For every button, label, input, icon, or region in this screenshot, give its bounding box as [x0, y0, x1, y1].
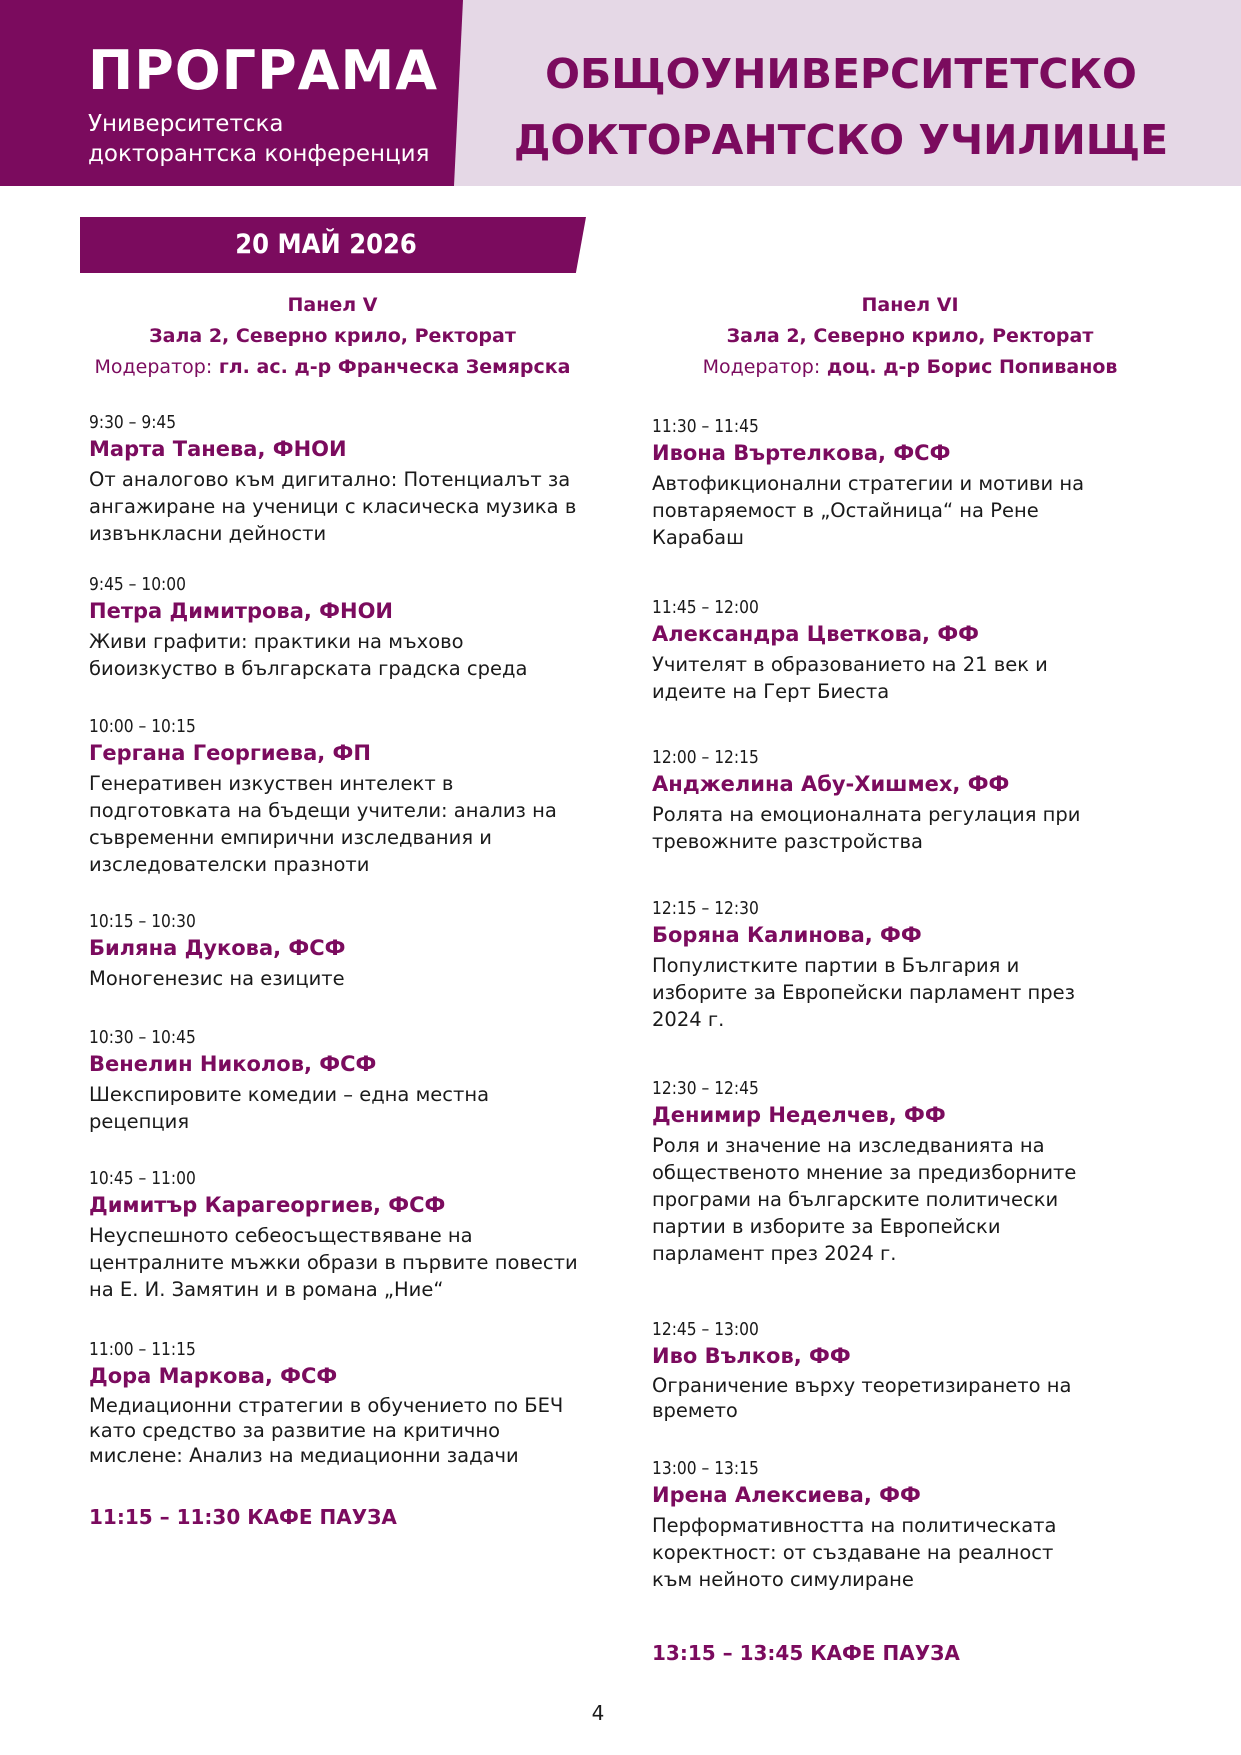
session-time: 12:45 – 13:00 [652, 1319, 759, 1340]
session-item [89, 718, 589, 878]
session-item [652, 749, 1152, 855]
session-topic: Автофикционални стратегии и мотиви на повтаряемост в „Остайница“ на Рене Карабаш [652, 472, 1085, 549]
date-label: 20 МАЙ 2026 [235, 229, 417, 260]
page-number: 4 [591, 1701, 605, 1725]
session-topic: Роля и значение на изследванията на общественото мнение за предизборните програми на българските политически партии в изборите за Европейски парламент през 2024 г. [652, 1134, 1077, 1265]
session-item [652, 418, 1152, 551]
session-topic: Медиационни стратегии в обучението по БЕЧ като средство за развитие на критично мислене: Анализ на медиационни задачи [89, 1394, 564, 1467]
session-speaker: Денимир Неделчев, ФФ [652, 1103, 946, 1127]
session-speaker: Гергана Георгиева, ФП [89, 741, 371, 765]
coffee-break: 13:15 – 13:45 КАФЕ ПАУЗА [652, 1641, 960, 1665]
panel-vi-hall: Зала 2, Северно крило, Ректорат [726, 325, 1094, 347]
coffee-break: 11:15 – 11:30 КАФЕ ПАУЗА [89, 1505, 397, 1529]
session-topic: Ролята на емоционалната регулация при тревожните разстройства [652, 803, 1081, 853]
moderator-name: доц. д-р Борис Попиванов [820, 356, 1118, 378]
session-item [652, 1460, 1152, 1593]
session-item [89, 414, 589, 547]
session-topic: Популистките партии в България и изборите за Европейски парламент през 2024 г. [652, 954, 1076, 1031]
session-time: 11:30 – 11:45 [652, 416, 759, 437]
session-item [89, 1029, 589, 1135]
session-time: 9:30 – 9:45 [89, 412, 177, 433]
moderator-label: Модератор: [702, 356, 821, 378]
session-speaker: Венелин Николов, ФСФ [89, 1052, 377, 1076]
session-topic: От аналогово към дигитално: Потенциалът за ангажиране на ученици с класическа музика в извънкласни дейности [89, 468, 577, 545]
panel-vi-title: Панел VI [861, 294, 959, 316]
session-speaker: Дора Маркова, ФСФ [89, 1364, 338, 1388]
session-speaker: Биляна Дукова, ФСФ [89, 936, 346, 960]
session-speaker: Александра Цветкова, ФФ [652, 622, 979, 646]
school-name-line2: ДОКТОРАНТСКО УЧИЛИЩЕ [513, 116, 1169, 164]
program-subtitle-line2: докторантска конференция [88, 141, 430, 167]
panel-v-moderator [80, 358, 585, 377]
session-time: 9:45 – 10:00 [89, 574, 186, 595]
session-time: 10:30 – 10:45 [89, 1027, 196, 1048]
session-time: 10:15 – 10:30 [89, 911, 196, 932]
session-item [89, 1170, 589, 1303]
session-speaker: Ивона Въртелкова, ФСФ [652, 441, 951, 465]
session-time: 13:00 – 13:15 [652, 1458, 759, 1479]
session-time: 11:45 – 12:00 [652, 597, 759, 618]
panel-vi-moderator [645, 358, 1175, 377]
session-item [652, 1080, 1152, 1267]
session-speaker: Марта Танева, ФНОИ [89, 437, 347, 461]
program-subtitle-line1: Университетска [88, 111, 284, 137]
session-item [89, 576, 589, 682]
session-speaker: Петра Димитрова, ФНОИ [89, 599, 394, 623]
session-time: 10:00 – 10:15 [89, 716, 196, 737]
session-time: 10:45 – 11:00 [89, 1168, 196, 1189]
session-topic: Шекспировите комедии – една местна рецепция [89, 1083, 490, 1133]
moderator-label: Модератор: [94, 356, 213, 378]
session-item [652, 599, 1152, 705]
school-name-line1: ОБЩОУНИВЕРСИТЕТСКО [545, 50, 1137, 98]
program-title: ПРОГРАМА [88, 39, 438, 102]
session-topic: Ограничение върху теоретизирането на времето [652, 1374, 1072, 1422]
session-item [652, 1321, 1152, 1423]
session-topic: Перформативността на политическата коректност: от създаване на реалност към нейното симулиране [652, 1514, 1057, 1591]
session-time: 12:00 – 12:15 [652, 747, 759, 768]
session-topic: Учителят в образованието на 21 век и идеите на Герт Биеста [652, 653, 1048, 703]
session-speaker: Ирена Алексиева, ФФ [652, 1483, 921, 1507]
session-speaker: Димитър Карагеоргиев, ФСФ [89, 1193, 446, 1217]
moderator-name: гл. ас. д-р Франческа Земярска [212, 356, 571, 378]
session-item [89, 1341, 589, 1468]
session-topic: Неуспешното себеосъществяване на централните мъжки образи в първите повести на Е. И. Замятин и в романа „Ние“ [89, 1224, 578, 1301]
session-topic: Генеративен изкуствен интелект в подготовката на бъдещи учители: анализ на съвременни емпирични изследвания и изследователски празноти [89, 772, 557, 876]
panel-v-hall: Зала 2, Северно крило, Ректорат [149, 325, 516, 347]
session-topic: Живи графити: практики на мъхово биоизкуство в българската градска среда [89, 630, 528, 680]
session-time: 12:15 – 12:30 [652, 898, 759, 919]
session-time: 11:00 – 11:15 [89, 1339, 196, 1360]
panel-v-title: Панел V [287, 294, 378, 316]
session-item [89, 913, 589, 992]
session-speaker: Анджелина Абу-Хишмех, ФФ [652, 772, 1010, 796]
session-speaker: Иво Вълков, ФФ [652, 1344, 851, 1368]
session-topic: Моногенезис на езиците [89, 967, 345, 990]
session-item [652, 900, 1152, 1033]
session-speaker: Боряна Калинова, ФФ [652, 923, 922, 947]
session-time: 12:30 – 12:45 [652, 1078, 759, 1099]
